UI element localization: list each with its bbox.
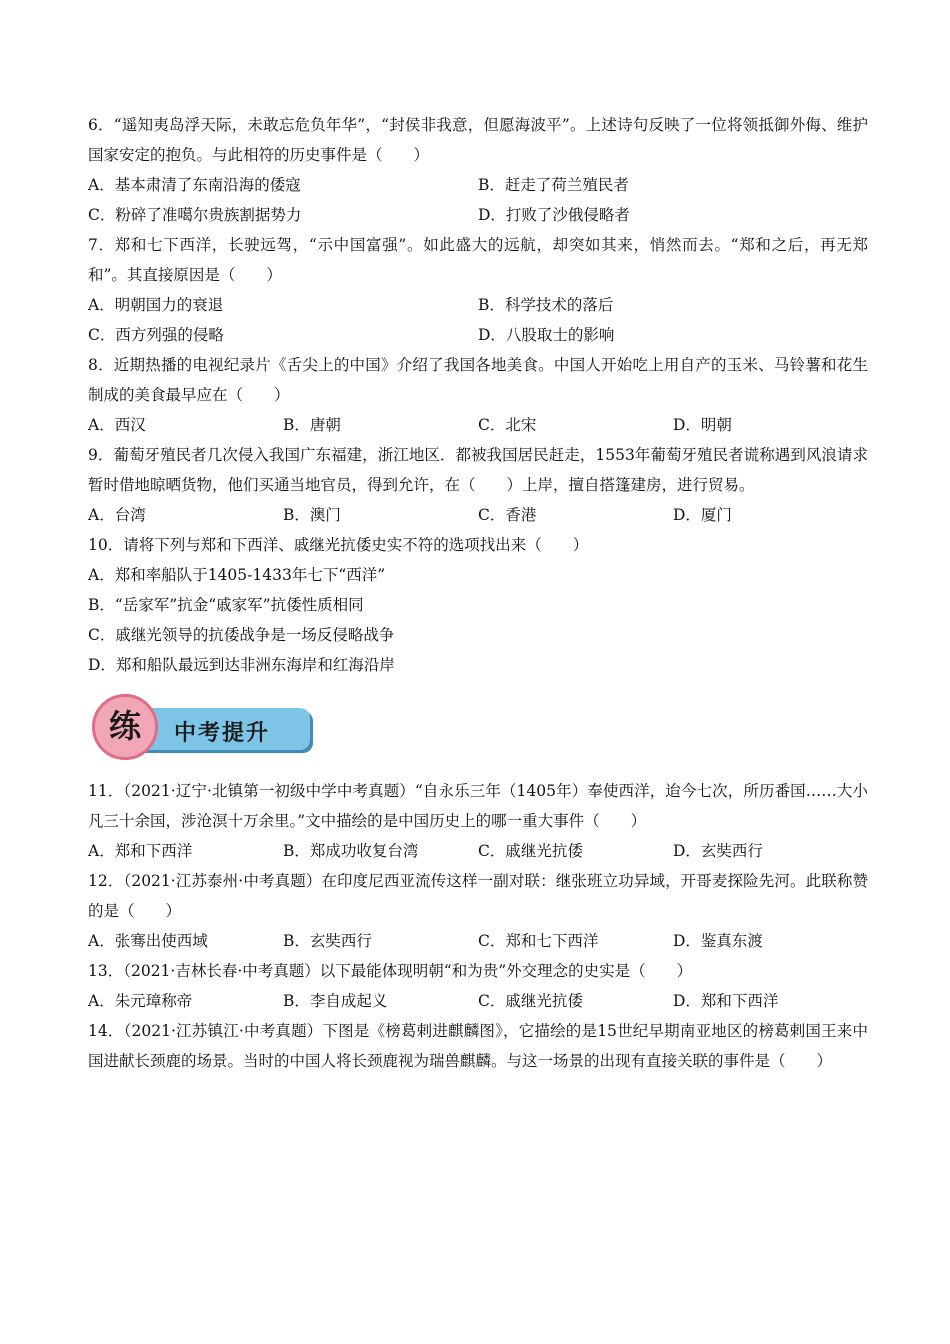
question [88,866,868,956]
answer-option[interactable]: A．郑和下西洋 [88,842,193,860]
question-stem: 14．（2021·江苏镇江·中考真题）下图是《榜葛剌进麒麟图》，它描绘的是15世纪早期南亚地区的榜葛剌国王来中国进献长颈鹿的场景。当时的中国人将长颈鹿视为瑞兽麒麟。与这一场景的出现有直接关联的事件是（ ） [88,1022,868,1070]
answer-option[interactable]: B．唐朝 [283,416,341,434]
question [88,530,868,680]
answer-option[interactable]: B．郑成功收复台湾 [283,842,419,860]
question [88,440,868,530]
answer-option[interactable]: A．张骞出使西域 [88,932,208,950]
answer-option[interactable]: C．北宋 [478,416,537,434]
question [88,1016,868,1076]
answer-option[interactable]: B．赶走了荷兰殖民者 [478,176,629,194]
answer-option[interactable]: A．西汉 [88,416,146,434]
question-stem: 9．葡萄牙殖民者几次侵入我国广东福建，浙江地区．都被我国居民赶走，1553年葡萄牙殖民者谎称遇到风浪请求暂时借地晾晒货物，他们买通当地官员，得到允许，在（ ）上岸，擅自搭篷建房，进行贸易。 [88,446,868,494]
answer-option[interactable]: B．科学技术的落后 [478,296,614,314]
answer-option[interactable]: B．澳门 [283,506,341,524]
answer-option[interactable]: C．戚继光抗倭 [478,992,583,1010]
answer-option[interactable]: C．戚继光抗倭 [478,842,583,860]
answer-option[interactable]: D．郑和下西洋 [673,992,779,1010]
question [88,350,868,440]
section-banner [90,694,314,758]
question-stem: 13．（2021·吉林长春·中考真题）以下最能体现明朝“和为贵”外交理念的史实是（ ） [88,962,693,980]
banner-title: 中考提升 [174,721,271,746]
answer-option[interactable]: D．玄奘西行 [673,842,763,860]
answer-options [88,986,868,1016]
answer-option[interactable]: D．八股取士的影响 [478,326,615,344]
answer-options [88,926,868,956]
answer-option[interactable]: A．明朝国力的衰退 [88,296,224,314]
answer-option[interactable]: B．“岳家军”抗金“戚家军”抗倭性质相同 [88,596,364,614]
answer-option[interactable]: A．基本肃清了东南沿海的倭寇 [88,176,301,194]
question-stem: 12．（2021·江苏泰州·中考真题）在印度尼西亚流传这样一副对联：继张班立功异域，开哥麦探险先河。此联称赞的是（ ） [88,872,868,920]
banner-character: 练 [108,707,141,745]
answer-option[interactable]: D．打败了沙俄侵略者 [478,206,630,224]
question-stem: 11．（2021·辽宁·北镇第一初级中学中考真题）“自永乐三年（1405年）奉使西洋，迨今七次，所历番国……大小凡三十余国，涉沧溟十万余里。”文中描绘的是中国历史上的哪一重大事件（ ） [88,782,868,830]
answer-option[interactable]: C．西方列强的侵略 [88,326,224,344]
question [88,110,868,230]
answer-option[interactable]: C．戚继光领导的抗倭战争是一场反侵略战争 [88,626,395,644]
question-group-practice [88,110,868,680]
answer-option[interactable]: A．郑和率船队于1405-1433年七下“西洋” [88,566,386,584]
answer-option[interactable]: D．厦门 [673,506,732,524]
answer-option[interactable]: D．明朝 [673,416,732,434]
answer-option[interactable]: A．朱元璋称帝 [88,992,193,1010]
question [88,776,868,866]
answer-options [88,170,868,230]
question-stem: 10．请将下列与郑和下西洋、戚继光抗倭史实不符的选项找出来（ ） [88,536,589,554]
question-stem: 6．“遥知夷岛浮天际，未敢忘危负年华”，“封侯非我意，但愿海波平”。上述诗句反映了一位将领抵御外侮、维护国家安定的抱负。与此相符的历史事件是（ ） [88,116,868,164]
answer-options [88,560,868,680]
answer-options [88,410,868,440]
answer-option[interactable]: C．粉碎了准噶尔贵族割据势力 [88,206,302,224]
document-page [88,110,868,1076]
question [88,956,868,1016]
question-stem: 7．郑和七下西洋，长驶远驾，“示中国富强”。如此盛大的远航，却突如其来，悄然而去。“郑和之后，再无郑和”。其直接原因是（ ） [88,236,868,284]
answer-option[interactable]: B．玄奘西行 [283,932,372,950]
answer-option[interactable]: C．香港 [478,506,537,524]
answer-option[interactable]: D．鉴真东渡 [673,932,763,950]
answer-options [88,500,868,530]
answer-options [88,290,868,350]
answer-option[interactable]: B．李自成起义 [283,992,388,1010]
question [88,230,868,350]
answer-option[interactable]: A．台湾 [88,506,146,524]
answer-option[interactable]: D．郑和船队最远到达非洲东海岸和红海沿岸 [88,656,395,674]
question-stem: 8．近期热播的电视纪录片《舌尖上的中国》介绍了我国各地美食。中国人开始吃上用自产的玉米、马铃薯和花生制成的美食最早应在（ ） [88,356,868,404]
answer-options [88,836,868,866]
question-group-exam [88,776,868,1076]
answer-option[interactable]: C．郑和七下西洋 [478,932,599,950]
